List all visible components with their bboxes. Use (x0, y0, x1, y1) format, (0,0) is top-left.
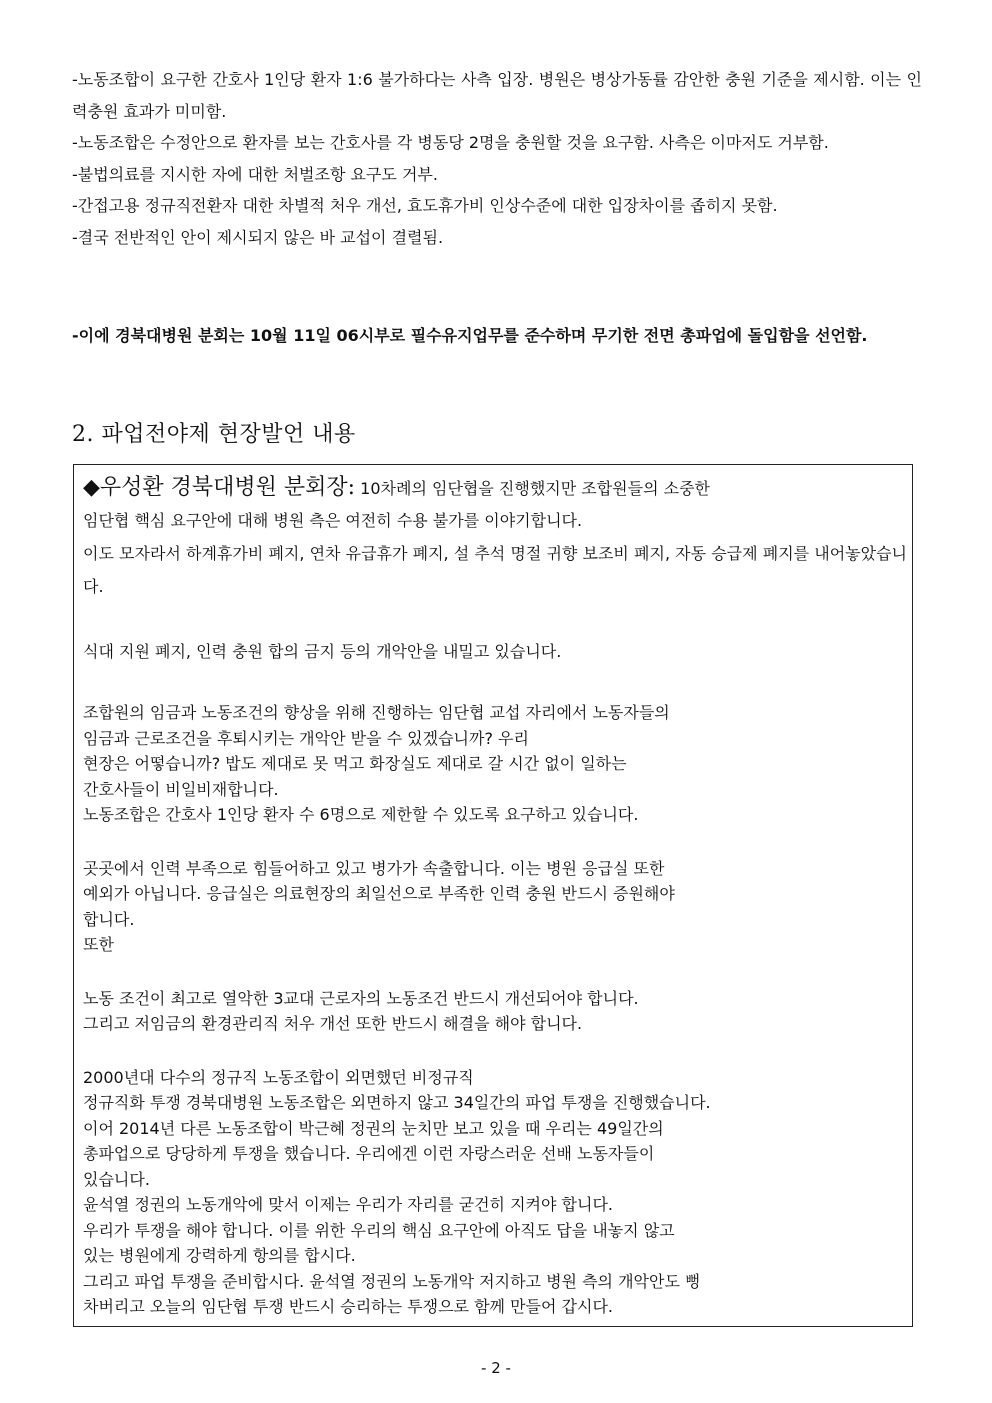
speech-block (83, 856, 907, 958)
summary-item: -노동조합이 요구한 간호사 1인당 환자 1:6 불가하다는 사측 입장. 병원은 병상가동률 감안한 충원 기준을 제시함. 이는 인력충원 효과가 미미함. (72, 70, 922, 121)
speech-line: 또한 (83, 935, 114, 954)
speech-line: 노동 조건이 최고로 열악한 3교대 근로자의 노동조건 반드시 개선되어야 합니다. (83, 988, 639, 1008)
speech-line: 예외가 아닙니다. 응급실은 의료현장의 최일선으로 부족한 인력 충원 반드시 증원해야 (83, 884, 675, 903)
speech-line: 그리고 저임금의 환경관리직 처우 개선 또한 반드시 해결을 해야 합니다. (83, 1014, 583, 1033)
speech-block (83, 986, 907, 1037)
bargaining-summary (72, 64, 922, 253)
speech-line: 간호사들이 비일비재합니다. (83, 779, 279, 799)
speech-line: 윤석열 정권의 노동개악에 맞서 이제는 우리가 자리를 굳건히 지켜야 합니다. (83, 1195, 613, 1214)
strike-declaration (72, 320, 922, 352)
summary-item: -불법의료를 지시한 자에 대한 처벌조항 요구도 거부. (72, 164, 438, 184)
speech-line: 현장은 어떻습니까? 밥도 제대로 못 먹고 화장실도 제대로 갈 시간 없이 일하는 (83, 754, 627, 773)
speech-block (83, 700, 907, 828)
speech-line: 정규직화 투쟁 경북대병원 노동조합은 외면하지 않고 34일간의 파업 투쟁을 진행했습니다. (83, 1093, 711, 1112)
speech-line: 있는 병원에게 강력하게 항의를 합시다. (83, 1246, 356, 1265)
speaker-line (83, 471, 907, 504)
summary-item: -결국 전반적인 안이 제시되지 않은 바 교섭이 결렬됨. (72, 227, 444, 247)
declaration-text: -이에 경북대병원 분회는 10월 11일 06시부로 필수유지업무를 준수하며 무기한 전면 총파업에 돌입함을 선언함. (72, 326, 868, 345)
speech-line: 합니다. (83, 909, 135, 929)
summary-item: -간접고용 정규직전환자 대한 차별적 처우 개선, 효도휴가비 인상수준에 대한 입장차이를 좁히지 못함. (72, 196, 778, 215)
speech-opening: 10차례의 임단협을 진행했지만 조합원들의 소중한 (355, 479, 711, 498)
speech-line: 2000년대 다수의 정규직 노동조합이 외면했던 비정규직 (83, 1067, 474, 1087)
section-heading: 2. 파업전야제 현장발언 내용 (72, 422, 356, 447)
page-number: - 2 - (481, 1359, 511, 1377)
speech-box (73, 464, 913, 1327)
speech-line: 차버리고 오늘의 임단협 투쟁 반드시 승리하는 투쟁으로 함께 만들어 갑시다. (83, 1297, 613, 1316)
speech-line: 총파업으로 당당하게 투쟁을 했습니다. 우리에겐 이런 자랑스러운 선배 노동자들이 (83, 1144, 655, 1163)
speaker-label: ◆우성환 경북대병원 분회장: (83, 475, 356, 500)
speech-line: 이어 2014년 다른 노동조합이 박근혜 정권의 눈치만 보고 있을 때 우리는 49일간의 (83, 1118, 664, 1138)
speech-paragraph: 임단협 핵심 요구안에 대해 병원 측은 여전히 수용 불가를 이야기합니다. (83, 511, 583, 530)
speech-line: 우리가 투쟁을 해야 합니다. 이를 위한 우리의 핵심 요구안에 아직도 답을 내놓지 않고 (83, 1220, 675, 1240)
speech-block (83, 1065, 907, 1320)
speech-line: 있습니다. (83, 1169, 150, 1189)
speech-paragraph: 식대 지원 폐지, 인력 충원 합의 금지 등의 개악안을 내밀고 있습니다. (83, 642, 562, 661)
speech-line: 노동조합은 간호사 1인당 환자 수 6명으로 제한할 수 있도록 요구하고 있습니다. (83, 805, 639, 824)
speech-paragraph: 이도 모자라서 하계휴가비 폐지, 연차 유급휴가 폐지, 설 추석 명절 귀향 보조비 폐지, 자동 승급제 폐지를 내어놓았습니다. (83, 544, 907, 596)
speech-line: 곳곳에서 인력 부족으로 힘들어하고 있고 병가가 속출합니다. 이는 병원 응급실 또한 (83, 858, 665, 878)
speech-line: 조합원의 임금과 노동조건의 향상을 위해 진행하는 임단협 교섭 자리에서 노동자들의 (83, 703, 670, 722)
summary-item: -노동조합은 수정안으로 환자를 보는 간호사를 각 병동당 2명을 충원할 것을 요구함. 사측은 이마저도 거부함. (72, 133, 829, 152)
speech-content (83, 471, 907, 1320)
speech-line: 임금과 근로조건을 후퇴시키는 개악안 받을 수 있겠습니까? 우리 (83, 728, 529, 748)
speech-line: 그리고 파업 투쟁을 준비합시다. 윤석열 정권의 노동개악 저지하고 병원 측의 개악안도 뻥 (83, 1271, 701, 1291)
